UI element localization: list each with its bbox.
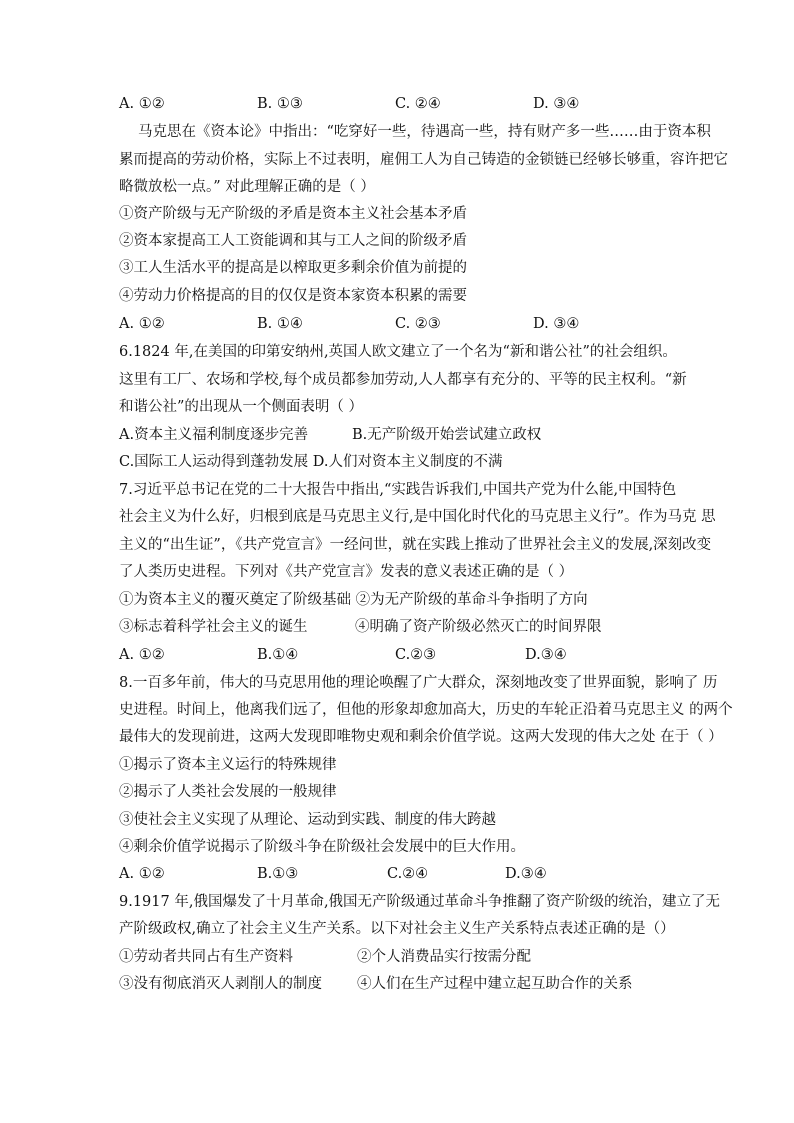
q5-item: ②资本家提高工人工资能调和其与工人之间的阶级矛盾 bbox=[119, 233, 467, 249]
q7-option-c: C.②③ bbox=[395, 647, 437, 663]
option-b: B. ①③ bbox=[257, 96, 303, 112]
q5-option-c: C. ②③ bbox=[395, 316, 441, 332]
q8-item: ②揭示了人类社会发展的一般规律 bbox=[119, 784, 337, 800]
q8-stem-line: 史进程。时间上，他离我们远了，但他的形象却愈加高大，历史的车轮正沿着马克思主义 的两个 bbox=[119, 702, 733, 718]
q9-stem-line: 产阶级政权,确立了社会主义生产关系。以下对社会主义生产关系特点表述正确的是（） bbox=[119, 921, 675, 937]
q7-stem-line: 主义的“出生证”，《共产党宣言》一经问世，就在实践上推动了世界社会主义的发展,深刻改变 bbox=[119, 537, 712, 553]
q5-option-b: B. ①④ bbox=[257, 316, 303, 332]
q8-item: ③使社会主义实现了从理论、运动到实践、制度的伟大跨越 bbox=[119, 812, 496, 828]
q8-stem-line: 8.一百多年前，伟大的马克思用他的理论唤醒了广大群众，深刻地改变了世界面貌，影响了 历 bbox=[119, 675, 718, 691]
q5-stem-line: 略微放松一点。” 对此理解正确的是（ ） bbox=[119, 179, 375, 195]
q5-stem-line: 马克思在《资本论》中指出：“吃穿好一些，待遇高一些，持有财产多一些……由于资本积 bbox=[138, 124, 711, 140]
q5-item: ③工人生活水平的提高是以榨取更多剩余价值为前提的 bbox=[119, 260, 467, 276]
q6-option-b: B.无产阶级开始尝试建立政权 bbox=[352, 427, 542, 443]
option-c: C. ②④ bbox=[395, 96, 441, 112]
q6-option-cd: C.国际工人运动得到蓬勃发展 D.人们对资本主义制度的不满 bbox=[119, 454, 503, 470]
q5-option-a: A. ①② bbox=[119, 316, 165, 332]
q8-option-b: B.①③ bbox=[257, 866, 299, 882]
q6-option-a: A.资本主义福利制度逐步完善 bbox=[119, 427, 309, 443]
q7-option-b: B.①④ bbox=[257, 647, 299, 663]
q8-item: ①揭示了资本主义运行的特殊规律 bbox=[119, 757, 337, 773]
q8-option-d: D.③④ bbox=[505, 866, 547, 882]
q5-option-d: D. ③④ bbox=[533, 316, 580, 332]
q7-item: ④明确了资产阶级必然灭亡的时间界限 bbox=[355, 619, 602, 635]
q5-stem-line: 累而提高的劳动价格，实际上不过表明，雇佣工人为自己铸造的金锁链已经够长够重，容许把它 bbox=[119, 152, 728, 168]
q7-stem-line: 社会主义为什么好，归根到底是马克思主义行,是中国化时代化的马克思主义行”。作为马克 思 bbox=[119, 509, 716, 525]
q9-item: ④人们在生产过程中建立起互助合作的关系 bbox=[357, 976, 633, 992]
q8-option-c: C.②④ bbox=[387, 866, 429, 882]
q6-stem-line: 这里有工厂、农场和学校,每个成员都参加劳动,人人都享有充分的、平等的民主权利。“新 bbox=[119, 372, 687, 388]
q9-item: ①劳动者共同占有生产资料 bbox=[119, 949, 293, 965]
q8-item: ④剩余价值学说揭示了阶级斗争在阶级社会发展中的巨大作用。 bbox=[119, 839, 525, 855]
option-a: A. ①② bbox=[119, 96, 165, 112]
q7-stem-line: 7.习近平总书记在党的二十大报告中指出,“实践告诉我们,中国共产党为什么能,中国特色 bbox=[119, 482, 677, 498]
q7-item: ①为资本主义的覆灭奠定了阶级基础 ②为无产阶级的革命斗争指明了方向 bbox=[119, 592, 588, 608]
q7-item: ③标志着科学社会主义的诞生 bbox=[119, 619, 308, 635]
q7-option-a: A. ①② bbox=[119, 647, 165, 663]
option-d: D. ③④ bbox=[533, 96, 580, 112]
q5-item: ①资产阶级与无产阶级的矛盾是资本主义社会基本矛盾 bbox=[119, 206, 467, 222]
q9-stem-line: 9.1917 年,俄国爆发了十月革命,俄国无产阶级通过革命斗争推翻了资产阶级的统治，建立了无 bbox=[119, 894, 721, 910]
q5-item: ④劳动力价格提高的目的仅仅是资本家资本积累的需要 bbox=[119, 288, 467, 304]
q8-stem-line: 最伟大的发现前进，这两大发现即唯物史观和剩余价值学说。这两大发现的伟大之处 在于（ ） bbox=[119, 729, 723, 745]
q9-item: ③没有彻底消灭人剥削人的制度 bbox=[119, 976, 322, 992]
q9-item: ②个人消费品实行按需分配 bbox=[357, 949, 531, 965]
q8-option-a: A. ①② bbox=[119, 866, 165, 882]
q7-option-d: D.③④ bbox=[525, 647, 567, 663]
q6-stem-line: 和谐公社”的出现从一个侧面表明（ ） bbox=[119, 399, 364, 415]
q7-stem-line: 了人类历史进程。下列对《共产党宣言》发表的意义表述正确的是（ ） bbox=[119, 564, 574, 580]
q6-stem-line: 6.1824 年,在美国的印第安纳州,英国人欧文建立了一个名为“新和谐公社”的社会组织。 bbox=[119, 344, 677, 360]
